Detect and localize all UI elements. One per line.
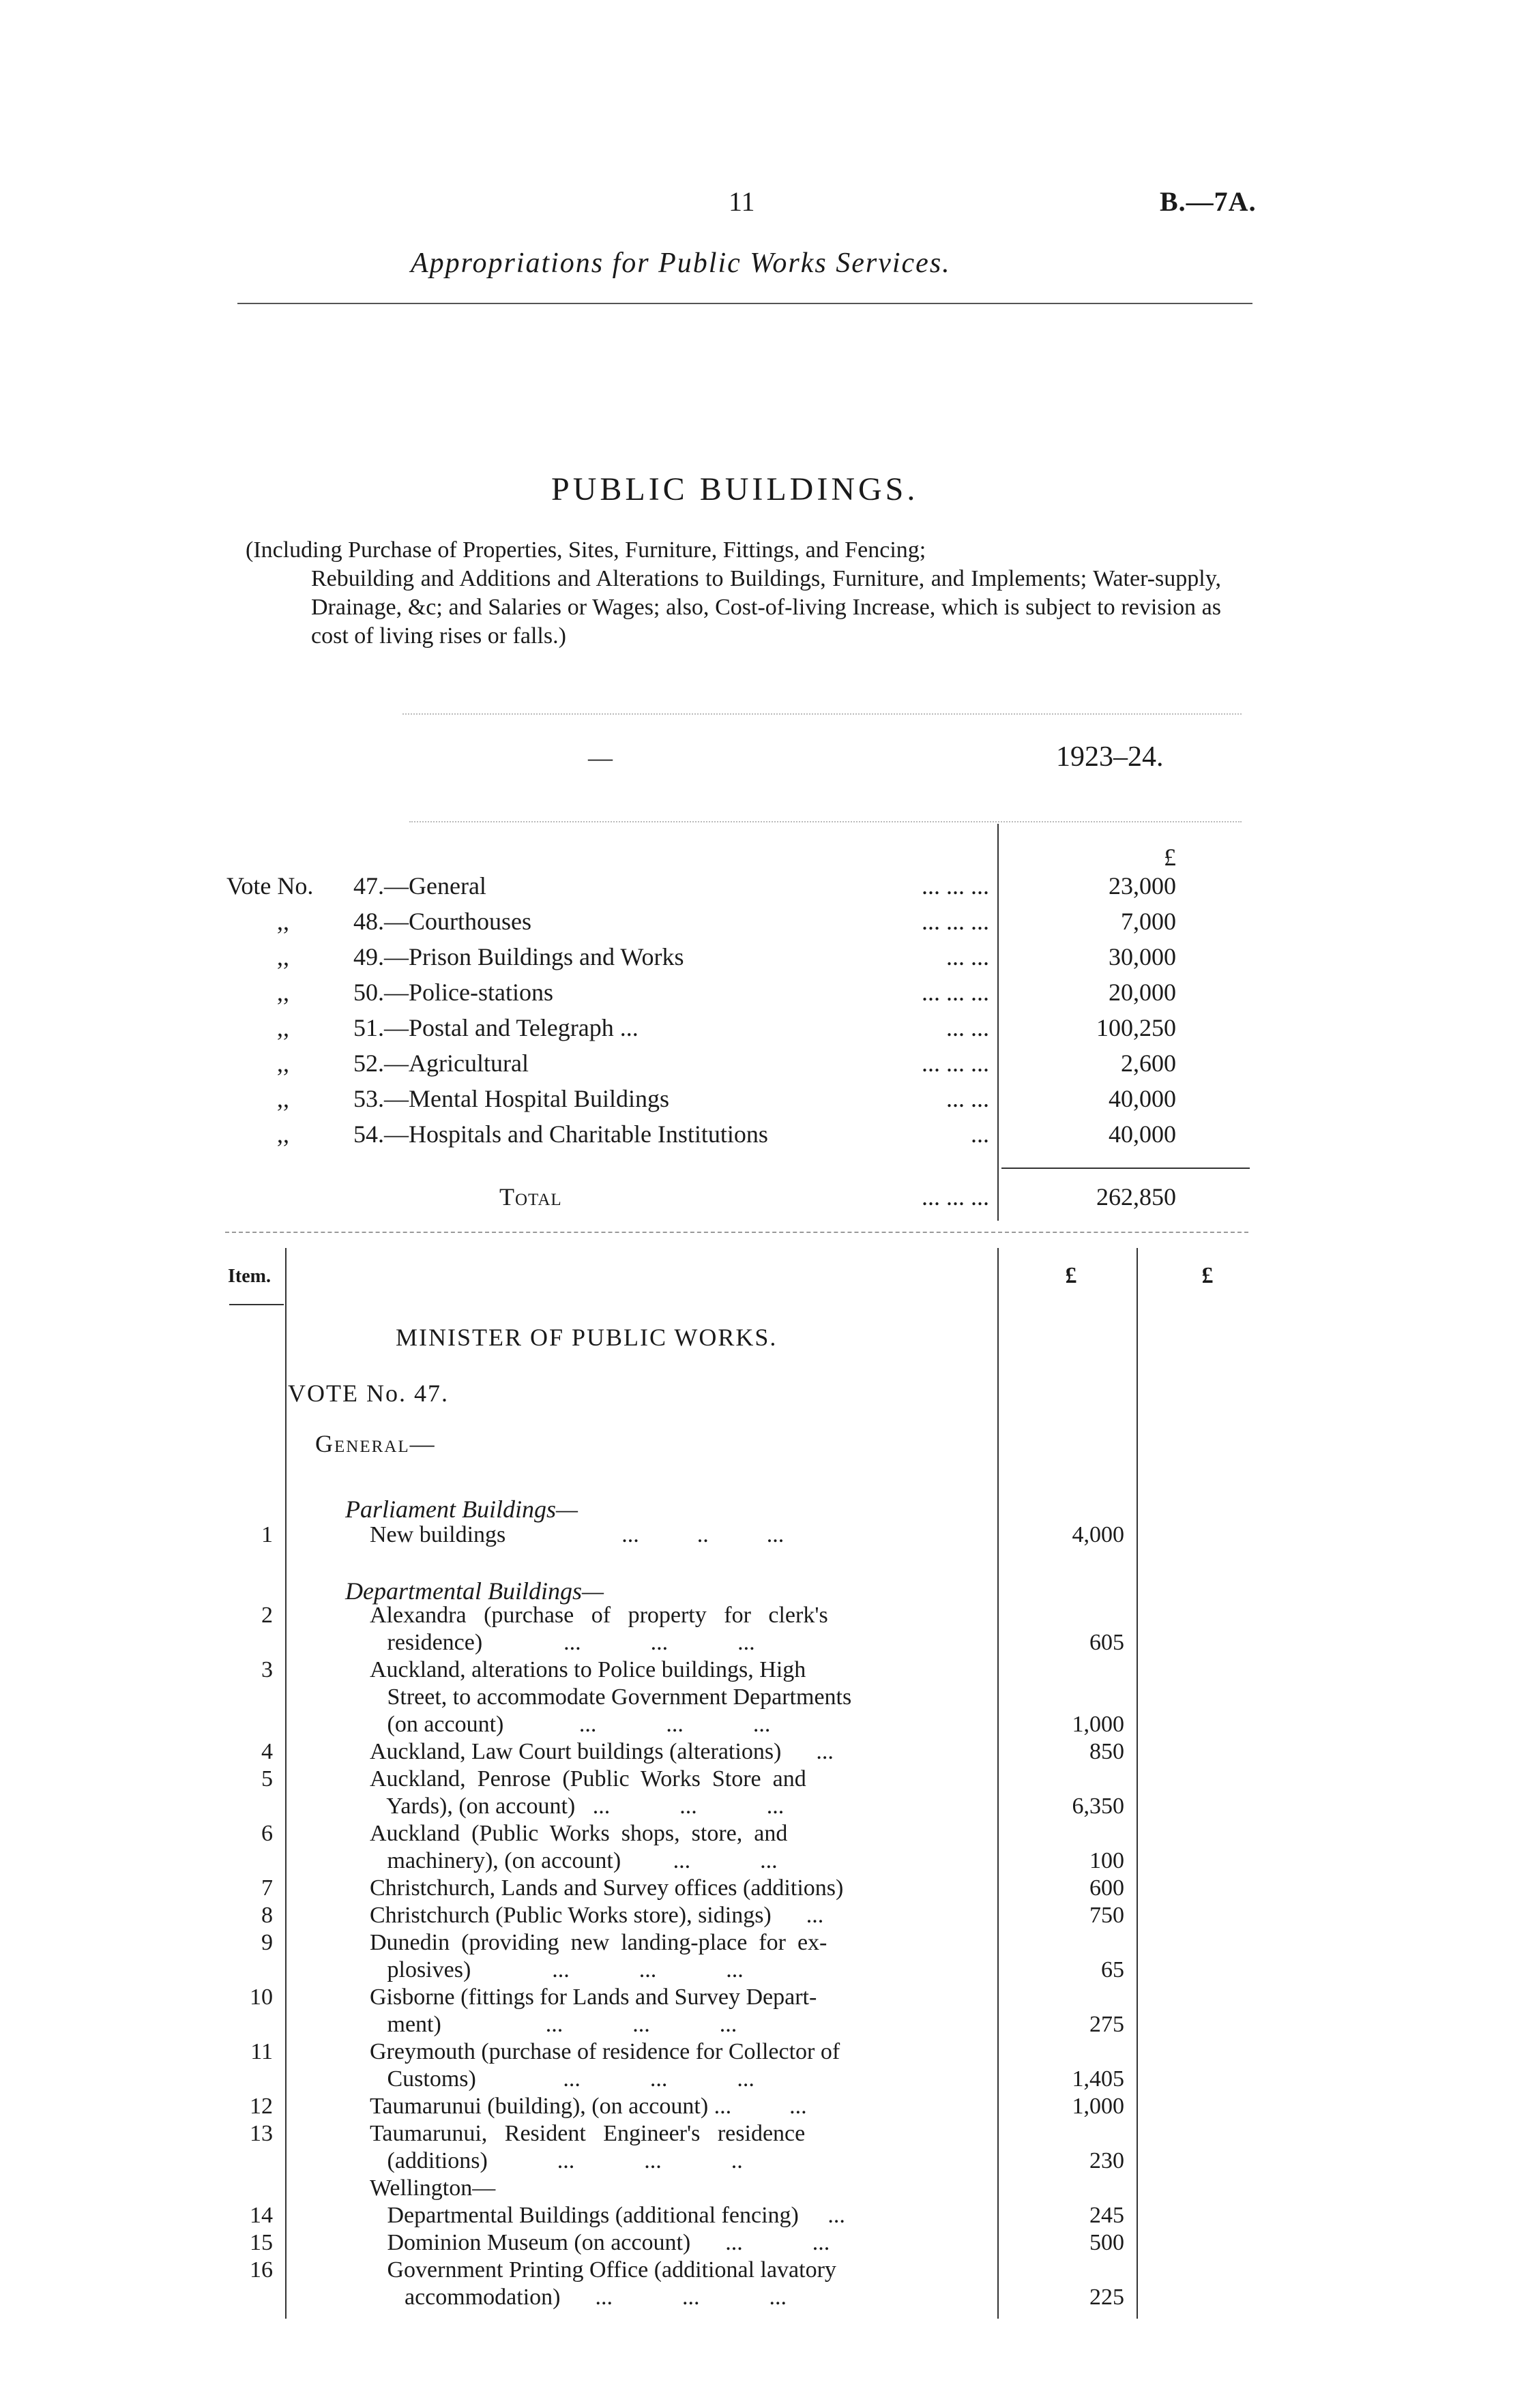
summary-row-prefix: ,,	[277, 1014, 289, 1041]
summary-row-label: 53.—Mental Hospital Buildings	[353, 1085, 669, 1112]
item-amount: 230	[1089, 2148, 1124, 2173]
item-description: Yards), (on account) ... ... ...	[370, 1794, 785, 1819]
item-number: 2	[261, 1603, 273, 1628]
summary-row-label: 49.—Prison Buildings and Works	[353, 943, 684, 970]
item-amount: 1,000	[1072, 1712, 1124, 1737]
item-amount: 4,000	[1072, 1522, 1124, 1547]
item-description: Auckland, alterations to Police buildings, High	[370, 1657, 806, 1682]
item-number: 12	[250, 2094, 273, 2119]
summary-row-label: 54.—Hospitals and Charitable Institutions	[353, 1120, 768, 1148]
item-amount: 245	[1089, 2203, 1124, 2228]
summary-row-prefix: ,,	[277, 1050, 289, 1077]
item-number: 4	[261, 1739, 273, 1764]
summary-row-value: 40,000	[1109, 1085, 1176, 1112]
item-description: plosives) ... ... ...	[370, 1957, 744, 1982]
item-description: ment) ... ... ...	[370, 2012, 737, 2037]
item-number: 8	[261, 1903, 273, 1928]
item-description: Auckland, Penrose (Public Works Store and	[370, 1766, 806, 1792]
summary-row-dots: ... ...	[946, 1014, 989, 1041]
item-number: 14	[250, 2203, 273, 2228]
item-number: 11	[250, 2039, 273, 2064]
total-rule	[1001, 1168, 1250, 1169]
item-number: 10	[250, 1985, 273, 2010]
summary-total-label: Total	[499, 1183, 562, 1210]
item-column-divider	[285, 1248, 287, 2319]
item-description: Alexandra (purchase of property for clerk's	[370, 1603, 828, 1628]
summary-row-value: 20,000	[1109, 979, 1176, 1006]
item-number: 16	[250, 2257, 273, 2283]
item-description: Taumarunui, Resident Engineer's residence	[370, 2121, 806, 2146]
vote-heading: VOTE No. 47.	[288, 1380, 449, 1407]
item-number: 6	[261, 1821, 273, 1846]
total-column-divider	[1137, 1248, 1138, 2319]
summary-row-label: 51.—Postal and Telegraph ...	[353, 1014, 639, 1041]
item-column-header: Item.	[228, 1266, 271, 1287]
summary-row-dots: ... ... ...	[922, 979, 989, 1006]
wellington-heading: Wellington—	[370, 2175, 496, 2201]
summary-row-prefix: ,,	[277, 979, 289, 1006]
total-column-header: £	[1201, 1263, 1214, 1288]
item-number: 5	[261, 1766, 273, 1792]
item-number: 13	[250, 2121, 273, 2146]
item-description: Government Printing Office (additional lavatory	[370, 2257, 836, 2283]
summary-divider	[997, 824, 999, 1221]
summary-row-dots: ... ... ...	[922, 1050, 989, 1077]
summary-row-prefix: ,,	[277, 1120, 289, 1148]
summary-row-label: 52.—Agricultural	[353, 1050, 529, 1077]
item-description: Taumarunui (building), (on account) ... ...	[370, 2094, 807, 2119]
summary-row-dots: ... ... ...	[922, 908, 989, 935]
item-number: 3	[261, 1657, 273, 1682]
summary-row-value: 7,000	[1121, 908, 1176, 935]
item-header-rule	[229, 1304, 284, 1305]
item-amount: 600	[1089, 1875, 1124, 1901]
item-amount: 100	[1089, 1848, 1124, 1873]
summary-total-value: 262,850	[1096, 1183, 1176, 1210]
item-description: residence) ... ... ...	[370, 1630, 755, 1655]
section-intro-rest: Rebuilding and Additions and Alterations to Buildings, Furniture, and Implements; Water-supply, Drainage, &c; and Salaries or Wages; also, Cost-of-living Increase, which is subject to revision as cost of living rises or falls.)	[311, 566, 1221, 649]
summary-row-prefix: ,,	[277, 943, 289, 970]
item-number: 9	[261, 1930, 273, 1955]
summary-row-value: 23,000	[1109, 872, 1176, 900]
summary-row-prefix: ,,	[277, 1085, 289, 1112]
item-number: 7	[261, 1875, 273, 1901]
item-description: (additions) ... ... ..	[370, 2148, 743, 2173]
summary-row-label: 50.—Police-stations	[353, 979, 553, 1006]
item-number: 15	[250, 2230, 273, 2255]
item-amount: 1,405	[1072, 2066, 1124, 2092]
document-reference: B.—7A.	[1160, 186, 1257, 217]
item-description: Customs) ... ... ...	[370, 2066, 754, 2092]
item-amount: 275	[1089, 2012, 1124, 2037]
summary-row-value: 100,250	[1096, 1014, 1176, 1041]
header-rule	[237, 303, 1252, 304]
summary-row-prefix: ,,	[277, 908, 289, 935]
summary-row-prefix: Vote No.	[226, 872, 314, 900]
summary-row-dots: ... ...	[946, 1085, 989, 1112]
item-description: Street, to accommodate Government Departments	[370, 1684, 852, 1710]
item-description: (on account) ... ... ...	[370, 1712, 771, 1737]
summary-row-dots: ... ...	[946, 943, 989, 970]
departmental-buildings-heading: Departmental Buildings—	[345, 1577, 604, 1605]
item-description: Greymouth (purchase of residence for Collector of	[370, 2039, 840, 2064]
item-amount: 6,350	[1072, 1794, 1124, 1819]
minister-heading: MINISTER OF PUBLIC WORKS.	[396, 1324, 778, 1351]
item-amount: 850	[1089, 1739, 1124, 1764]
section-title: PUBLIC BUILDINGS.	[551, 471, 919, 507]
item-description: machinery), (on account) ... ...	[370, 1848, 778, 1873]
summary-row-label: 48.—Courthouses	[353, 908, 531, 935]
summary-row-dots: ...	[971, 1120, 989, 1148]
summary-row-value: 30,000	[1109, 943, 1176, 970]
item-description: Christchurch, Lands and Survey offices (additions)	[370, 1875, 844, 1901]
item-amount: 605	[1089, 1630, 1124, 1655]
general-heading: General—	[315, 1430, 436, 1457]
scan-rule-2	[409, 821, 1242, 822]
item-amount: 1,000	[1072, 2094, 1124, 2119]
summary-row-dots: ... ... ...	[922, 872, 989, 900]
item-amount: 500	[1089, 2230, 1124, 2255]
parliament-buildings-heading: Parliament Buildings—	[345, 1496, 578, 1523]
item-description: Departmental Buildings (additional fencing) ...	[370, 2203, 845, 2228]
item-amount: 750	[1089, 1903, 1124, 1928]
summary-total-dots: ... ... ...	[922, 1183, 989, 1210]
summary-row-value: 2,600	[1121, 1050, 1176, 1077]
summary-year: 1923–24.	[1056, 741, 1164, 773]
scan-rule-1	[402, 713, 1242, 715]
item-description: Dominion Museum (on account) ... ...	[370, 2230, 830, 2255]
summary-row-value: 40,000	[1109, 1120, 1176, 1148]
item-description: Auckland (Public Works shops, store, and	[370, 1821, 788, 1846]
item-description: accommodation) ... ... ...	[370, 2285, 787, 2310]
summary-dash: —	[588, 744, 613, 771]
item-description: Christchurch (Public Works store), sidings) ...	[370, 1903, 824, 1928]
page-number: 11	[729, 186, 755, 217]
item-description: Gisborne (fittings for Lands and Survey Depart-	[370, 1985, 817, 2010]
section-intro-line1: (Including Purchase of Properties, Sites, Furniture, Fittings, and Fencing;	[246, 537, 926, 563]
item-description: New buildings ... .. ...	[370, 1522, 785, 1547]
item-description: Dunedin (providing new landing-place for ex-	[370, 1930, 827, 1955]
amount-column-header: £	[1065, 1263, 1077, 1288]
item-number: 1	[261, 1522, 273, 1547]
summary-currency: £	[1164, 844, 1176, 871]
scan-rule-3	[225, 1232, 1248, 1233]
summary-row-label: 47.—General	[353, 872, 486, 900]
page-title: Appropriations for Public Works Services.	[411, 248, 951, 279]
item-amount: 225	[1089, 2285, 1124, 2310]
item-description: Auckland, Law Court buildings (alterations) ...	[370, 1739, 834, 1764]
amount-column-divider	[997, 1248, 999, 2319]
item-amount: 65	[1101, 1957, 1124, 1982]
